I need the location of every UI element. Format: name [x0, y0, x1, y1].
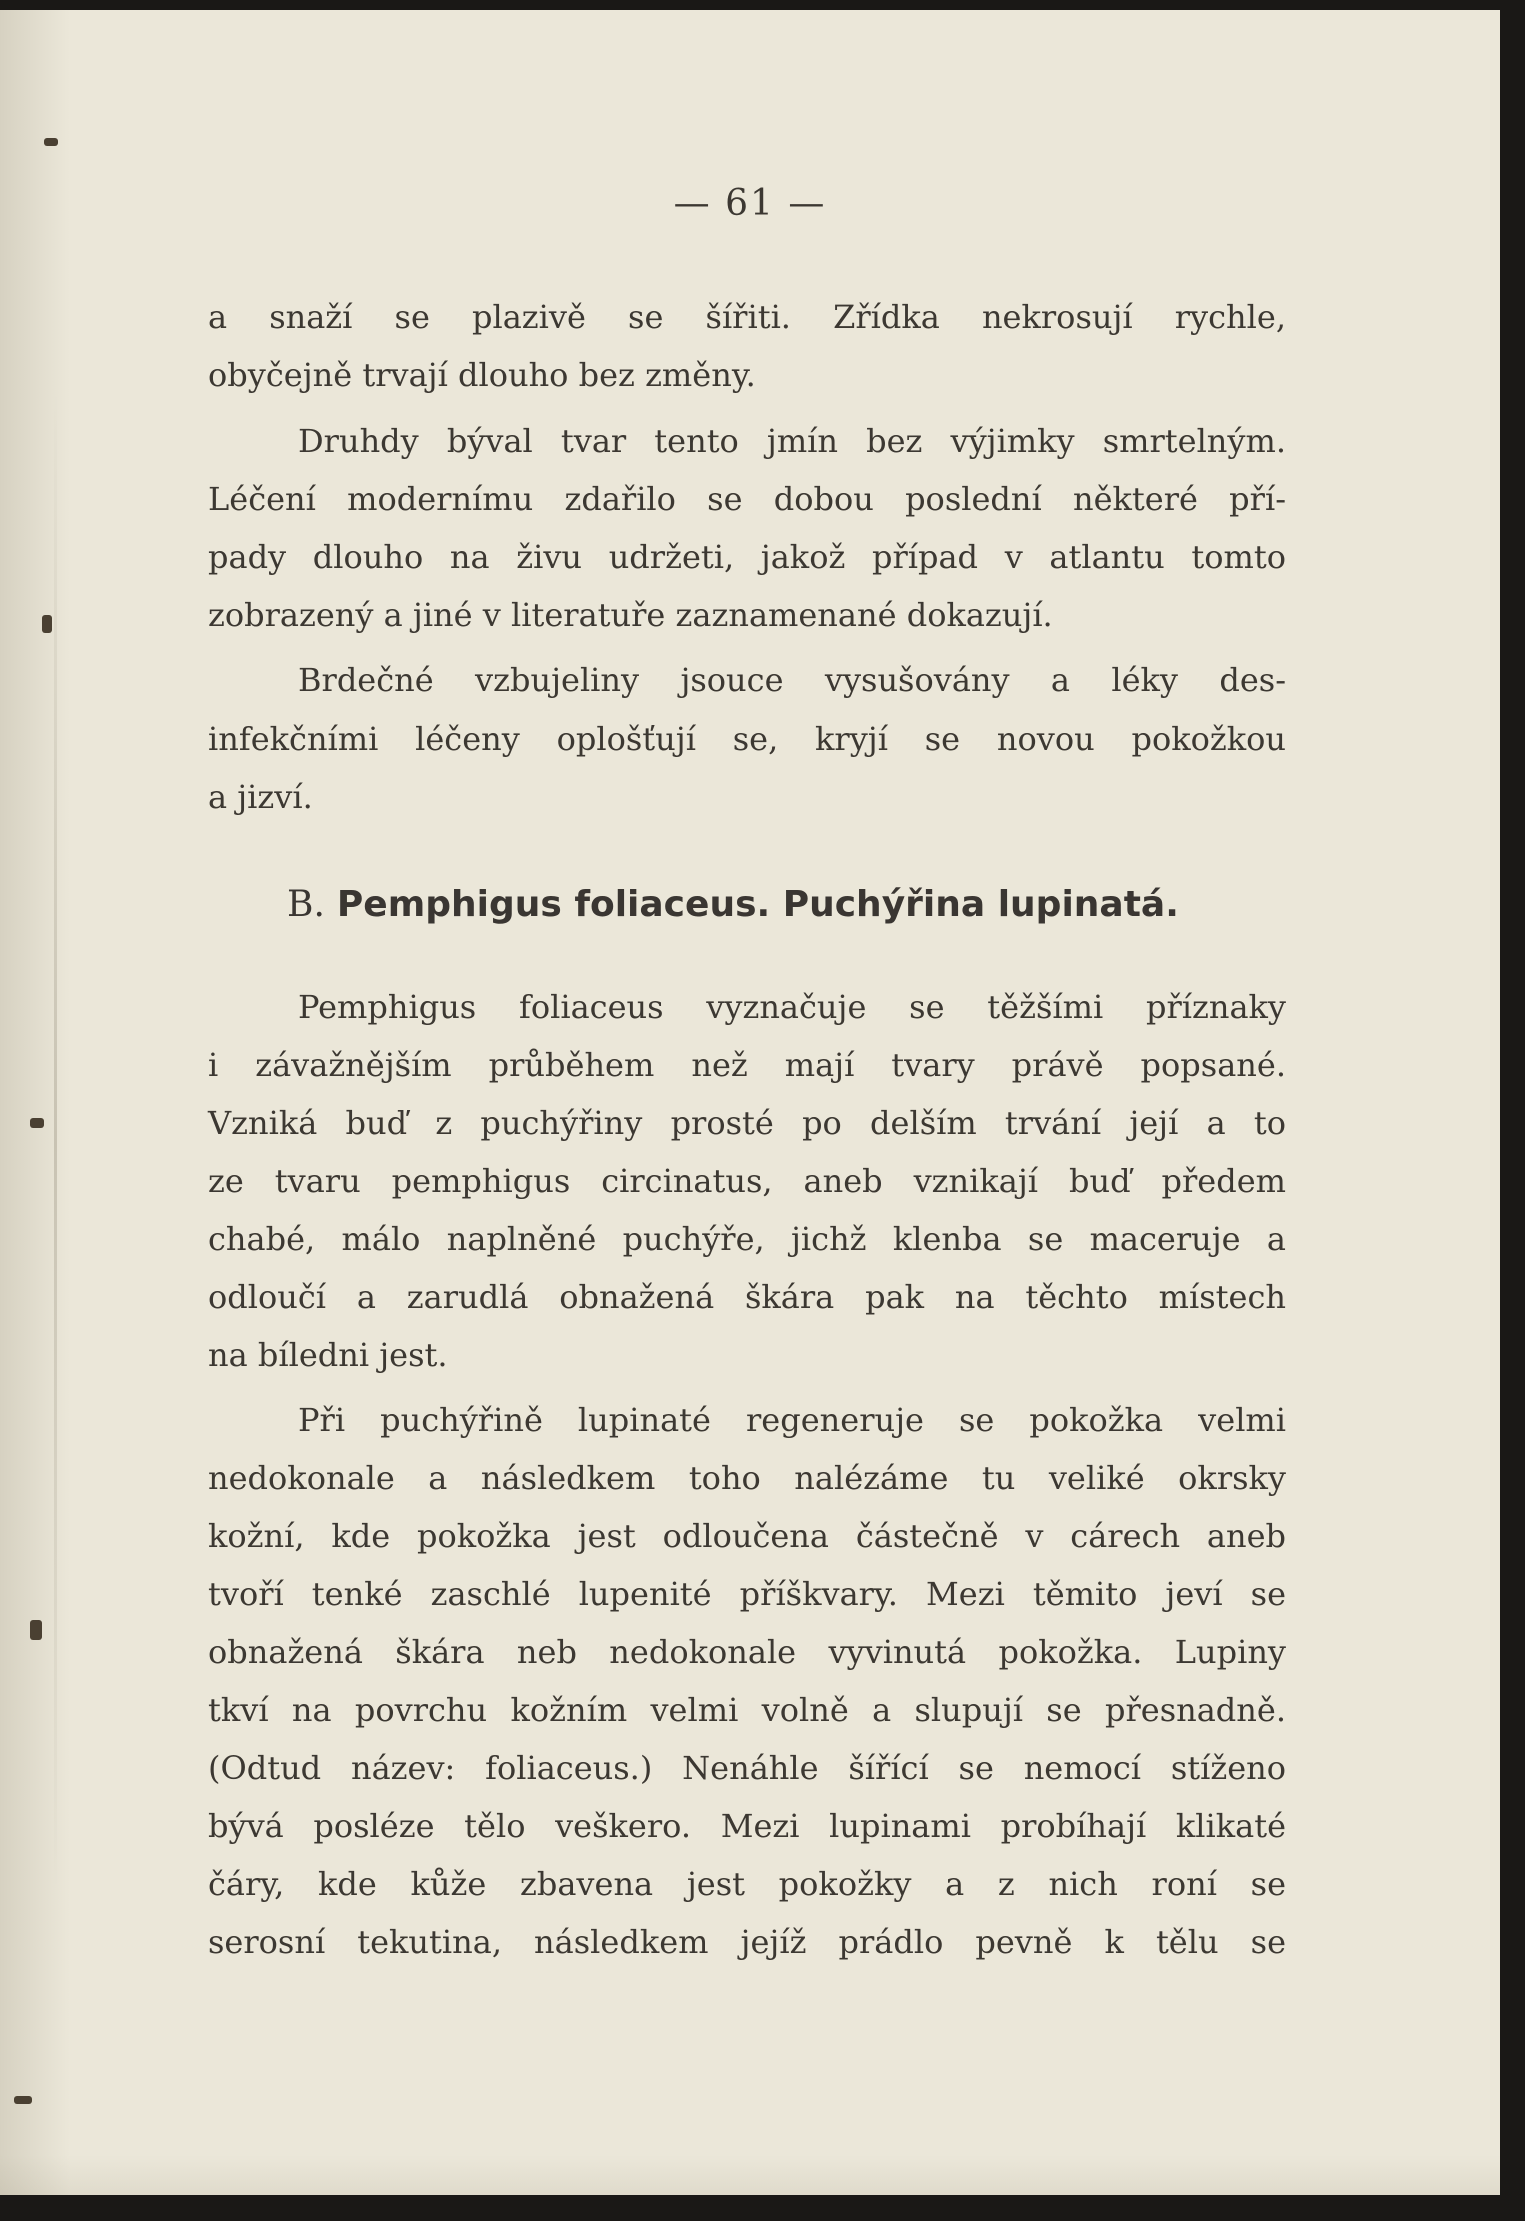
- text-line: na bíledni jest.: [208, 1336, 448, 1374]
- text-line: tvoří tenké zaschlé lupenité příškvary. Mezi těmito jeví se: [208, 1575, 1286, 1613]
- section-heading: [287, 884, 1179, 925]
- margin-mark-4: [30, 1620, 42, 1640]
- text-line: pady dlouho na živu udržeti, jakož případ v atlantu tomto: [208, 538, 1286, 576]
- text-line: ze tvaru pemphigus circinatus, aneb vznikají buď předem: [208, 1162, 1286, 1200]
- book-page: [0, 10, 1500, 2195]
- text-line: Brdečné vzbujeliny jsouce vysušovány a léky des-: [298, 661, 1286, 699]
- text-line: zobrazený a jiné v literatuře zaznamenané dokazují.: [208, 596, 1053, 634]
- section-heading-prefix: B.: [287, 884, 325, 925]
- text-line: tkví na povrchu kožním velmi volně a slupují se přesnadně.: [208, 1691, 1286, 1729]
- text-line: infekčními léčeny oplošťují se, kryjí se novou pokožkou: [208, 720, 1286, 758]
- margin-mark-5: [14, 2096, 32, 2104]
- margin-mark-2: [42, 615, 52, 633]
- text-line: a snaží se plazivě se šířiti. Zřídka nekrosují rychle,: [208, 298, 1286, 336]
- section-heading-title: Pemphigus foliaceus. Puchýřina lupinatá.: [336, 884, 1179, 925]
- text-line: Léčení modernímu zdařilo se dobou poslední některé pří-: [208, 480, 1286, 518]
- page-number: — 61 —: [673, 183, 827, 224]
- text-line: bývá posléze tělo veškero. Mezi lupinami probíhají klikaté: [208, 1807, 1286, 1845]
- text-line: odloučí a zarudlá obnažená škára pak na těchto místech: [208, 1278, 1286, 1316]
- margin-mark-3: [30, 1118, 44, 1128]
- margin-mark-1: [44, 138, 58, 146]
- text-line: serosní tekutina, následkem jejíž prádlo pevně k tělu se: [208, 1923, 1286, 1961]
- text-line: Vzniká buď z puchýřiny prosté po delším trvání její a to: [208, 1104, 1286, 1142]
- text-line: (Odtud název: foliaceus.) Nenáhle šířící se nemocí stíženo: [208, 1749, 1286, 1787]
- text-line: obyčejně trvají dlouho bez změny.: [208, 356, 756, 394]
- text-line: Při puchýřině lupinaté regeneruje se pokožka velmi: [298, 1401, 1286, 1439]
- text-line: Druhdy býval tvar tento jmín bez výjimky smrtelným.: [298, 422, 1286, 460]
- text-line: chabé, málo naplněné puchýře, jichž klenba se maceruje a: [208, 1220, 1286, 1258]
- text-line: i závažnějším průběhem než mají tvary právě popsané.: [208, 1046, 1286, 1084]
- text-line: čáry, kde kůže zbavena jest pokožky a z nich roní se: [208, 1865, 1286, 1903]
- text-line: obnažená škára neb nedokonale vyvinutá pokožka. Lupiny: [208, 1633, 1286, 1671]
- page-spine-shadow: [54, 390, 57, 1890]
- text-line: a jizví.: [208, 778, 313, 816]
- text-line: kožní, kde pokožka jest odloučena částečně v cárech aneb: [208, 1517, 1286, 1555]
- text-line: nedokonale a následkem toho nalézáme tu veliké okrsky: [208, 1459, 1286, 1497]
- text-line: Pemphigus foliaceus vyznačuje se těžšími příznaky: [298, 988, 1286, 1026]
